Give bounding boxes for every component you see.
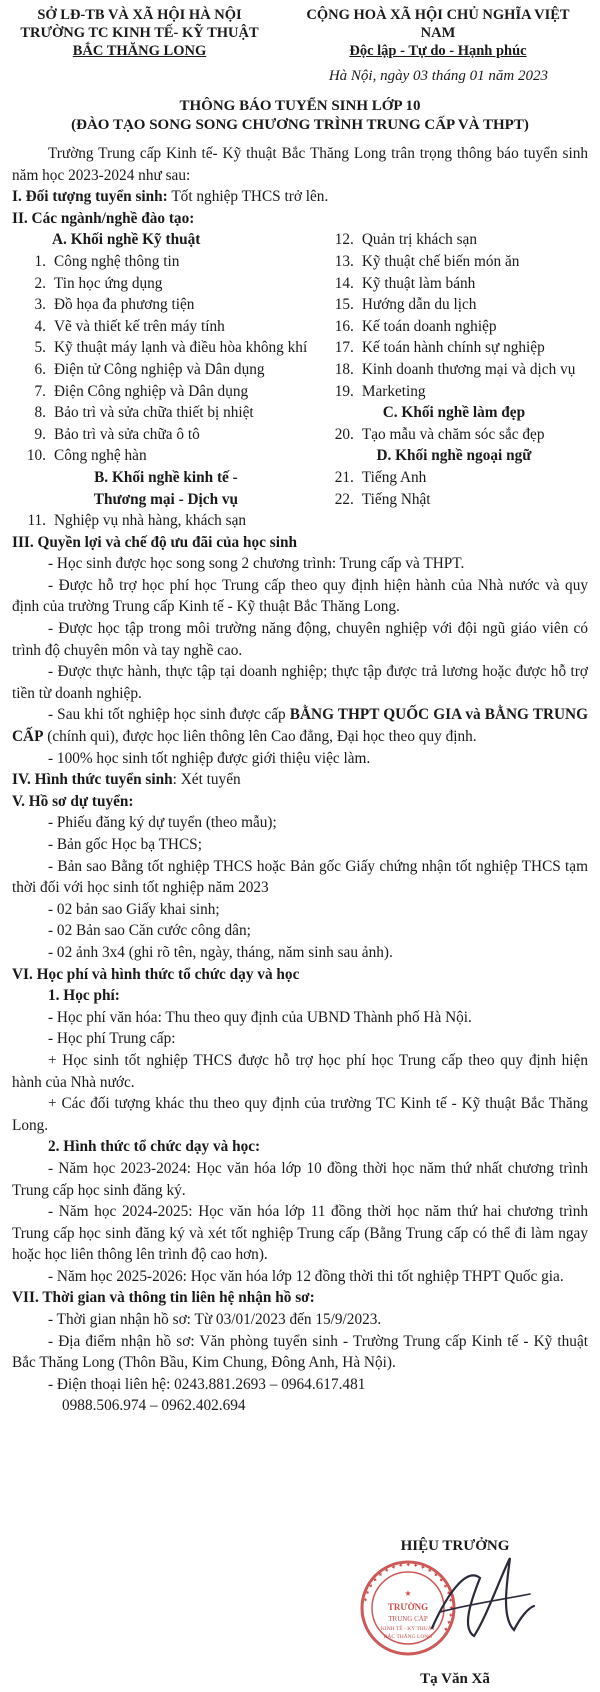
benefit-item: - Được thực hành, thực tập tại doanh nghiệp; thực tập được trả lương hoặc được hỗ trợ tiền từ doanh nghiệp. [12,663,588,702]
svg-text:BẮC THĂNG LONG: BẮC THĂNG LONG [383,1634,433,1640]
section-3-heading: III. Quyền lợi và chế độ ưu đãi của học sinh [12,533,297,551]
program-item: 10. Công nghệ hàn [26,447,147,465]
section-7-heading: VII. Thời gian và thông tin liên hệ nhận hồ sơ: [12,1289,315,1307]
program-item: 22. Tiếng Nhật [334,490,431,508]
group-d-heading: D. Khối nghề ngoại ngữ [376,447,532,465]
fee-subheading: 1. Học phí: [48,987,120,1005]
fee-item: + Học sinh tốt nghiệp THCS được hỗ trợ học phí học Trung cấp theo quy định hiện hành của Nhà nước. [12,1051,588,1091]
contact-phone-2: 0988.506.974 – 0962.402.694 [62,1397,246,1415]
fee-item: - Học phí Trung cấp: [48,1030,176,1048]
document-requirement: - 02 bản sao Giấy khai sinh; [48,900,220,918]
section-2-heading: II. Các ngành/nghề đào tạo: [12,209,195,227]
program-item: 9. Bảo trì và sửa chữa ô tô [34,425,200,443]
svg-text:TRUNG CẤP: TRUNG CẤP [388,1615,428,1623]
national-motto-block [288,6,588,60]
contact-item: - Thời gian nhận hồ sơ: Từ 03/01/2023 đến 15/9/2023. [48,1311,382,1329]
program-item: 21. Tiếng Anh [334,468,427,486]
group-a-heading: A. Khối nghề Kỹ thuật [52,231,201,249]
signature-icon [410,1548,540,1658]
benefit-item: - Được học tập trong môi trường năng động, chuyên nghiệp với đội ngũ giáo viên có trình độ chuyên môn và tay nghề cao. [12,620,588,659]
motto: Độc lập - Tự do - Hạnh phúc [349,43,527,59]
section-1: I. Đối tượng tuyển sinh: Tốt nghiệp THCS trở lên. [12,188,329,206]
programs-list [12,229,588,531]
signer-name: Tạ Văn Xã [420,1671,490,1687]
document-requirement: - Bản sao Bằng tốt nghiệp THCS hoặc Bản gốc Giấy chứng nhận tốt nghiệp THCS tạm thời đối với học sinh tốt nghiệp năm 2023 [12,857,588,897]
document-body [12,143,588,1417]
benefit-item: - Được hỗ trợ học phí học Trung cấp theo quy định hiện hành của Nhà nước và quy định của trường Trung cấp Kinh tế - Kỹ thuật Bắc Thăng Long. [12,576,588,616]
title-line-2: (ĐÀO TẠO SONG SONG CHƯƠNG TRÌNH TRUNG CẤP VÀ THPT) [71,117,529,133]
benefit-item: - Sau khi tốt nghiệp học sinh được cấp BẰNG THPT QUỐC GIA và BẰNG TRUNG CẤP (chính qui), được học liên thông lên Cao đẳng, Đại học theo quy định. [12,706,588,746]
program-item: 3. Đồ họa đa phương tiện [34,296,195,314]
svg-text:KINH TẾ - KỸ THUẬT: KINH TẾ - KỸ THUẬT [380,1626,436,1632]
svg-text:✦ ✦ ✦ ✦ ✦ ✦ ✦ ✦ ✦ ✦ ✦ ✦ ✦ ✦ ✦: ✦ ✦ ✦ ✦ ✦ ✦ ✦ ✦ ✦ ✦ ✦ ✦ ✦ ✦ ✦ ✦ ✦ ✦ ✦ ✦ ✦ [362,1561,455,1633]
program-item: 20. Tạo mẫu và chăm sóc sắc đẹp [334,425,545,443]
group-b-heading: B. Khối nghề kinh tế - Thương mại - Dịch vụ [93,468,239,508]
program-item: 14. Kỹ thuật làm bánh [334,274,476,292]
issuer-line-1: SỞ LĐ-TB VÀ XÃ HỘI HÀ NỘI [37,7,242,23]
country-name: CỘNG HOÀ XÃ HỘI CHỦ NGHĨA VIỆT NAM [306,7,570,41]
signature-block [362,1538,540,1688]
year-plan: - Năm học 2024-2025: Học văn hóa lớp 11 đồng thời học năm thứ hai chương trình Trung cấp học sinh đăng ký và xét tốt nghiệp Trung cấp (Bằng Trung cấp có thể đi làm ngay hoặc học liên thông lên trình độ cao hơn). [12,1203,588,1264]
contact-phone: - Điện thoại liên hệ: 0243.881.2693 – 0964.617.481 [48,1375,366,1393]
fee-item: - Học phí văn hóa: Thu theo quy định của UBND Thành phố Hà Nội. [48,1008,472,1026]
document-header [12,6,588,60]
svg-text:★: ★ [404,1589,412,1598]
program-item: 8. Bảo trì và sửa chữa thiết bị nhiệt [34,404,254,422]
program-item: 5. Kỹ thuật máy lạnh và điều hòa không khí [34,339,308,357]
program-item: 18. Kinh doanh thương mại và dịch vụ [334,360,576,378]
year-plan: - Năm học 2023-2024: Học văn hóa lớp 10 đồng thời học năm thứ nhất chương trình Trung cấp học sinh đăng ký. [12,1159,588,1199]
program-item: 15. Hướng dẫn du lịch [334,296,477,314]
document-requirement: - 02 Bản sao Căn cước công dân; [48,922,251,940]
fee-item: + Các đối tượng khác thu theo quy định của trường TC Kinh tế - Kỹ thuật Bắc Thăng Long. [12,1095,588,1134]
section-5-heading: V. Hồ sơ dự tuyển: [12,792,134,810]
section-6-heading: VI. Học phí và hình thức tổ chức dạy và học [12,965,300,983]
program-item: 2. Tin học ứng dụng [34,274,163,292]
teaching-subheading: 2. Hình thức tổ chức dạy và học: [48,1138,261,1156]
intro-paragraph: Trường Trung cấp Kinh tế- Kỹ thuật Bắc Thăng Long trân trọng thông báo tuyển sinh năm học 2023-2024 như sau: [12,145,588,184]
program-item: 6. Điện tử Công nghiệp và Dân dụng [34,360,265,378]
program-item: 11. Nghiệp vụ nhà hàng, khách sạn [27,512,247,530]
signer-title: HIỆU TRƯỞNG [400,1538,510,1554]
benefit-item: - Học sinh được học song song 2 chương trình: Trung cấp và THPT. [48,555,465,573]
issuer-line-3: BẮC THĂNG LONG [72,43,207,59]
program-item: 13. Kỹ thuật chế biến món ăn [334,252,520,270]
year-plan: - Năm học 2025-2026: Học văn hóa lớp 12 đồng thời thi tốt nghiệp THPT Quốc gia. [48,1267,564,1285]
group-c-heading: C. Khối nghề làm đẹp [382,404,526,422]
program-item: 1. Công nghệ thông tin [34,252,180,270]
issuer-block [12,6,267,60]
document-requirement: - Bản gốc Học bạ THCS; [48,836,202,853]
programs-left-column [12,229,320,531]
program-item: 12. Quản trị khách sạn [334,231,477,249]
document-requirement: - Phiếu đăng ký dự tuyển (theo mẫu); [48,814,277,832]
benefit-item: - 100% học sinh tốt nghiệp được giới thiệu việc làm. [48,749,371,767]
program-item: 4. Vẽ và thiết kế trên máy tính [34,317,225,335]
program-item: 16. Kế toán doanh nghiệp [334,317,497,335]
issuer-line-2: TRƯỜNG TC KINH TẾ- KỸ THUẬT [20,25,259,41]
program-item: 7. Điện Công nghiệp và Dân dụng [34,382,249,400]
program-item: 17. Kế toán hành chính sự nghiệp [334,339,545,357]
section-4: IV. Hình thức tuyển sinh: Xét tuyển [12,771,241,789]
document-title [12,97,588,135]
programs-right-column [320,229,588,531]
document-date: Hà Nội, ngày 03 tháng 01 năm 2023 [328,68,548,84]
program-item: 19. Marketing [334,382,426,400]
svg-text:TRƯỜNG: TRƯỜNG [387,1602,429,1612]
document-requirement: - 02 ảnh 3x4 (ghi rõ tên, ngày, tháng, năm sinh sau ảnh). [48,943,393,961]
contact-item: - Địa điểm nhận hồ sơ: Văn phòng tuyển sinh - Trường Trung cấp Kinh tế - Kỹ thuật Bắc Thăng Long (Thôn Bầu, Kim Chung, Đông Anh, Hà Nội). [12,1332,588,1372]
title-line-1: THÔNG BÁO TUYỂN SINH LỚP 10 [179,98,421,114]
